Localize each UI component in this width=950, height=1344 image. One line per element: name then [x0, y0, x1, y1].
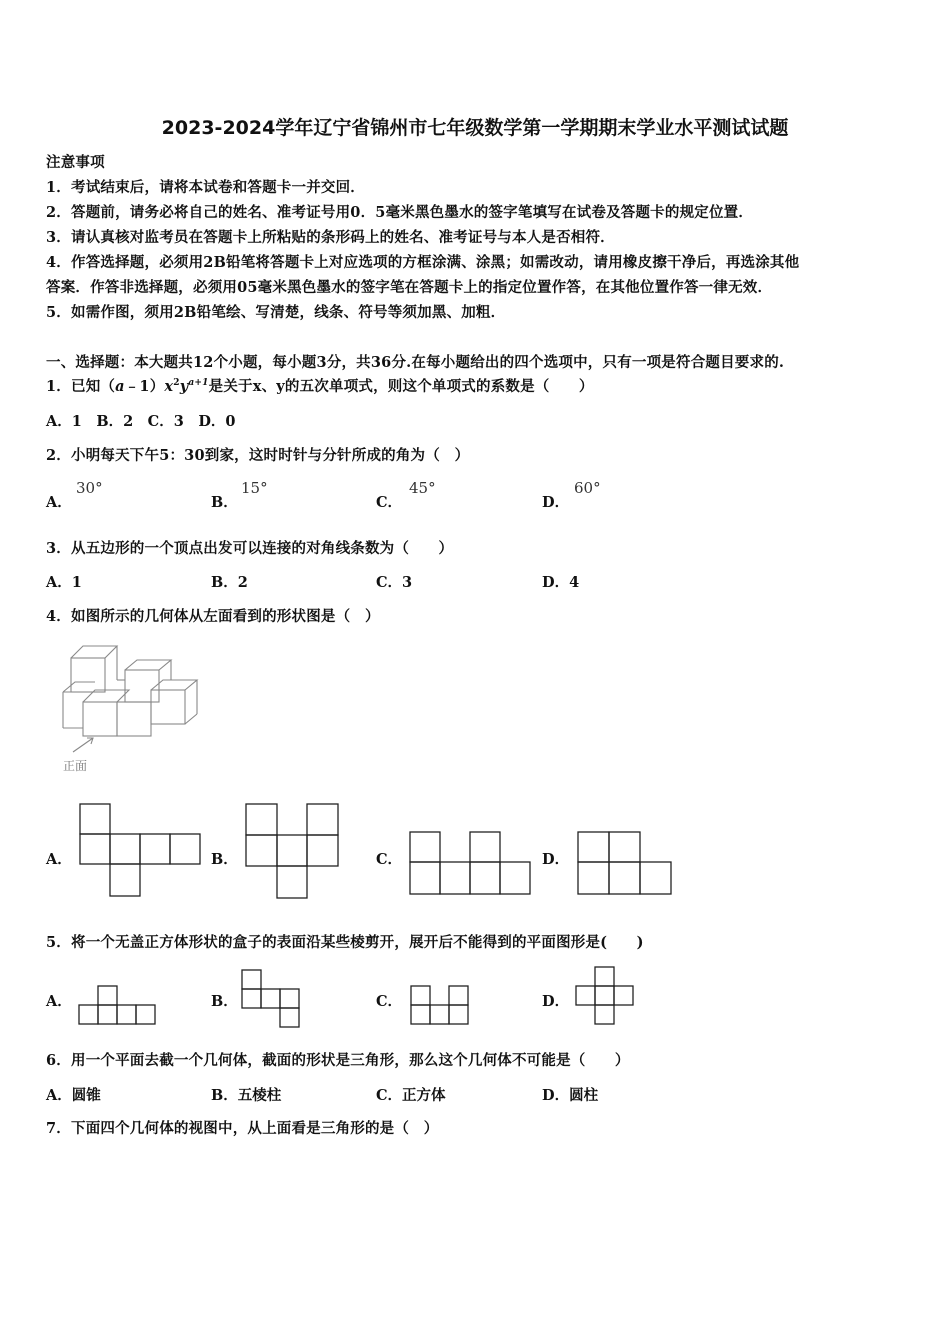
notice-item: 2．答题前，请务必将自己的姓名、准考证号用0．5毫米黑色墨水的签字笔填写在试卷及答题卡的规定位置．	[46, 204, 754, 221]
notice-item: 4．作答选择题，必须用2B铅笔将答题卡上对应选项的方框涂满、涂黑；如需改动，请用橡皮擦干净后，再选涂其他	[46, 254, 800, 271]
notice-item: 答案．作答非选择题，必须用05毫米黑色墨水的签字笔在答题卡上的指定位置作答，在其他位置作答一律无效．	[46, 279, 773, 296]
q5-option-c-label: C．	[376, 993, 403, 1010]
q4-option-d-label: D．	[542, 851, 570, 868]
q4-solid-figure	[55, 640, 205, 780]
section-heading: 一、选择题：本大题共12个小题，每小题3分，共36分.在每小题给出的四个选项中，只有一项是符合题目要求的.	[46, 354, 785, 371]
page-title: 2023-2024学年辽宁省锦州市七年级数学第一学期期末学业水平测试试题	[161, 117, 789, 139]
q4-option-a-label: A．	[46, 851, 72, 868]
q1-suffix: 是关于x、y的五次单项式，则这个单项式的系数是（ ）	[208, 378, 594, 395]
q6-option-a: A．圆锥	[46, 1087, 101, 1104]
question-2: 2．小明每天下午5：30到家，这时时针与分针所成的角为（ ）	[46, 447, 470, 464]
question-1	[46, 375, 594, 396]
q5-option-a-net	[78, 984, 168, 1034]
q1-a: a	[115, 378, 125, 395]
q2-option-b-label: B．	[211, 494, 238, 511]
notice-heading: 注意事项	[46, 154, 105, 171]
q1-expa1: a+1	[188, 378, 209, 389]
q3-option-b: B．2	[211, 574, 248, 591]
q3-option-c: C．3	[376, 574, 413, 591]
q4-option-c-figure	[408, 830, 538, 900]
q5-option-d-net	[575, 966, 645, 1036]
q1-y: y	[179, 378, 189, 395]
notice-item: 5．如需作图，须用2B铅笔绘、写清楚，线条、符号等须加黑、加粗．	[46, 304, 506, 321]
q6-option-c: C．正方体	[376, 1087, 446, 1104]
notice-item: 1．考试结束后，请将本试卷和答题卡一并交回．	[46, 179, 365, 196]
question-5: 5．将一个无盖正方体形状的盒子的表面沿某些棱剪开，展开后不能得到的平面图形是( )	[46, 934, 644, 951]
q1-x: x	[164, 378, 174, 395]
q4-option-a-figure	[78, 802, 208, 902]
q4-option-d-figure	[576, 830, 676, 900]
q1-prefix: 1．已知（	[46, 378, 116, 395]
q4-option-b-figure	[244, 802, 344, 902]
q4-option-c-label: C．	[376, 851, 403, 868]
notice-item: 3．请认真核对监考员在答题卡上所粘贴的条形码上的姓名、准考证号与本人是否相符．	[46, 229, 615, 246]
q2-option-a-value: 30°	[76, 479, 103, 497]
q5-option-d-label: D．	[542, 993, 570, 1010]
q5-option-b-label: B．	[211, 993, 238, 1010]
q2-option-a-label: A．	[46, 494, 72, 511]
question-6: 6．用一个平面去截一个几何体，截面的形状是三角形，那么这个几何体不可能是（ ）	[46, 1052, 630, 1069]
q1-minus1: ﹣1）	[124, 378, 165, 395]
q2-option-d-value: 60°	[574, 479, 601, 497]
q1-exp2: 2	[173, 378, 180, 389]
question-4: 4．如图所示的几何体从左面看到的形状图是（ ）	[46, 608, 380, 625]
q5-option-b-net	[241, 969, 311, 1029]
q2-option-b-value: 15°	[241, 479, 268, 497]
q2-option-c-value: 45°	[409, 479, 436, 497]
q6-option-b: B．五棱柱	[211, 1087, 282, 1104]
q4-front-label: 正面	[63, 759, 88, 773]
q3-option-a: A．1	[46, 574, 82, 591]
q4-option-b-label: B．	[211, 851, 238, 868]
q2-option-c-label: C．	[376, 494, 403, 511]
q2-option-d-label: D．	[542, 494, 570, 511]
q3-option-d: D．4	[542, 574, 580, 591]
question-7: 7．下面四个几何体的视图中，从上面看是三角形的是（ ）	[46, 1120, 439, 1137]
q1-options: A．1 B．2 C．3 D．0	[46, 413, 236, 430]
question-3: 3．从五边形的一个顶点出发可以连接的对角线条数为（ ）	[46, 540, 454, 557]
q6-option-d: D．圆柱	[542, 1087, 599, 1104]
q5-option-a-label: A．	[46, 993, 72, 1010]
q5-option-c-net	[410, 985, 480, 1035]
